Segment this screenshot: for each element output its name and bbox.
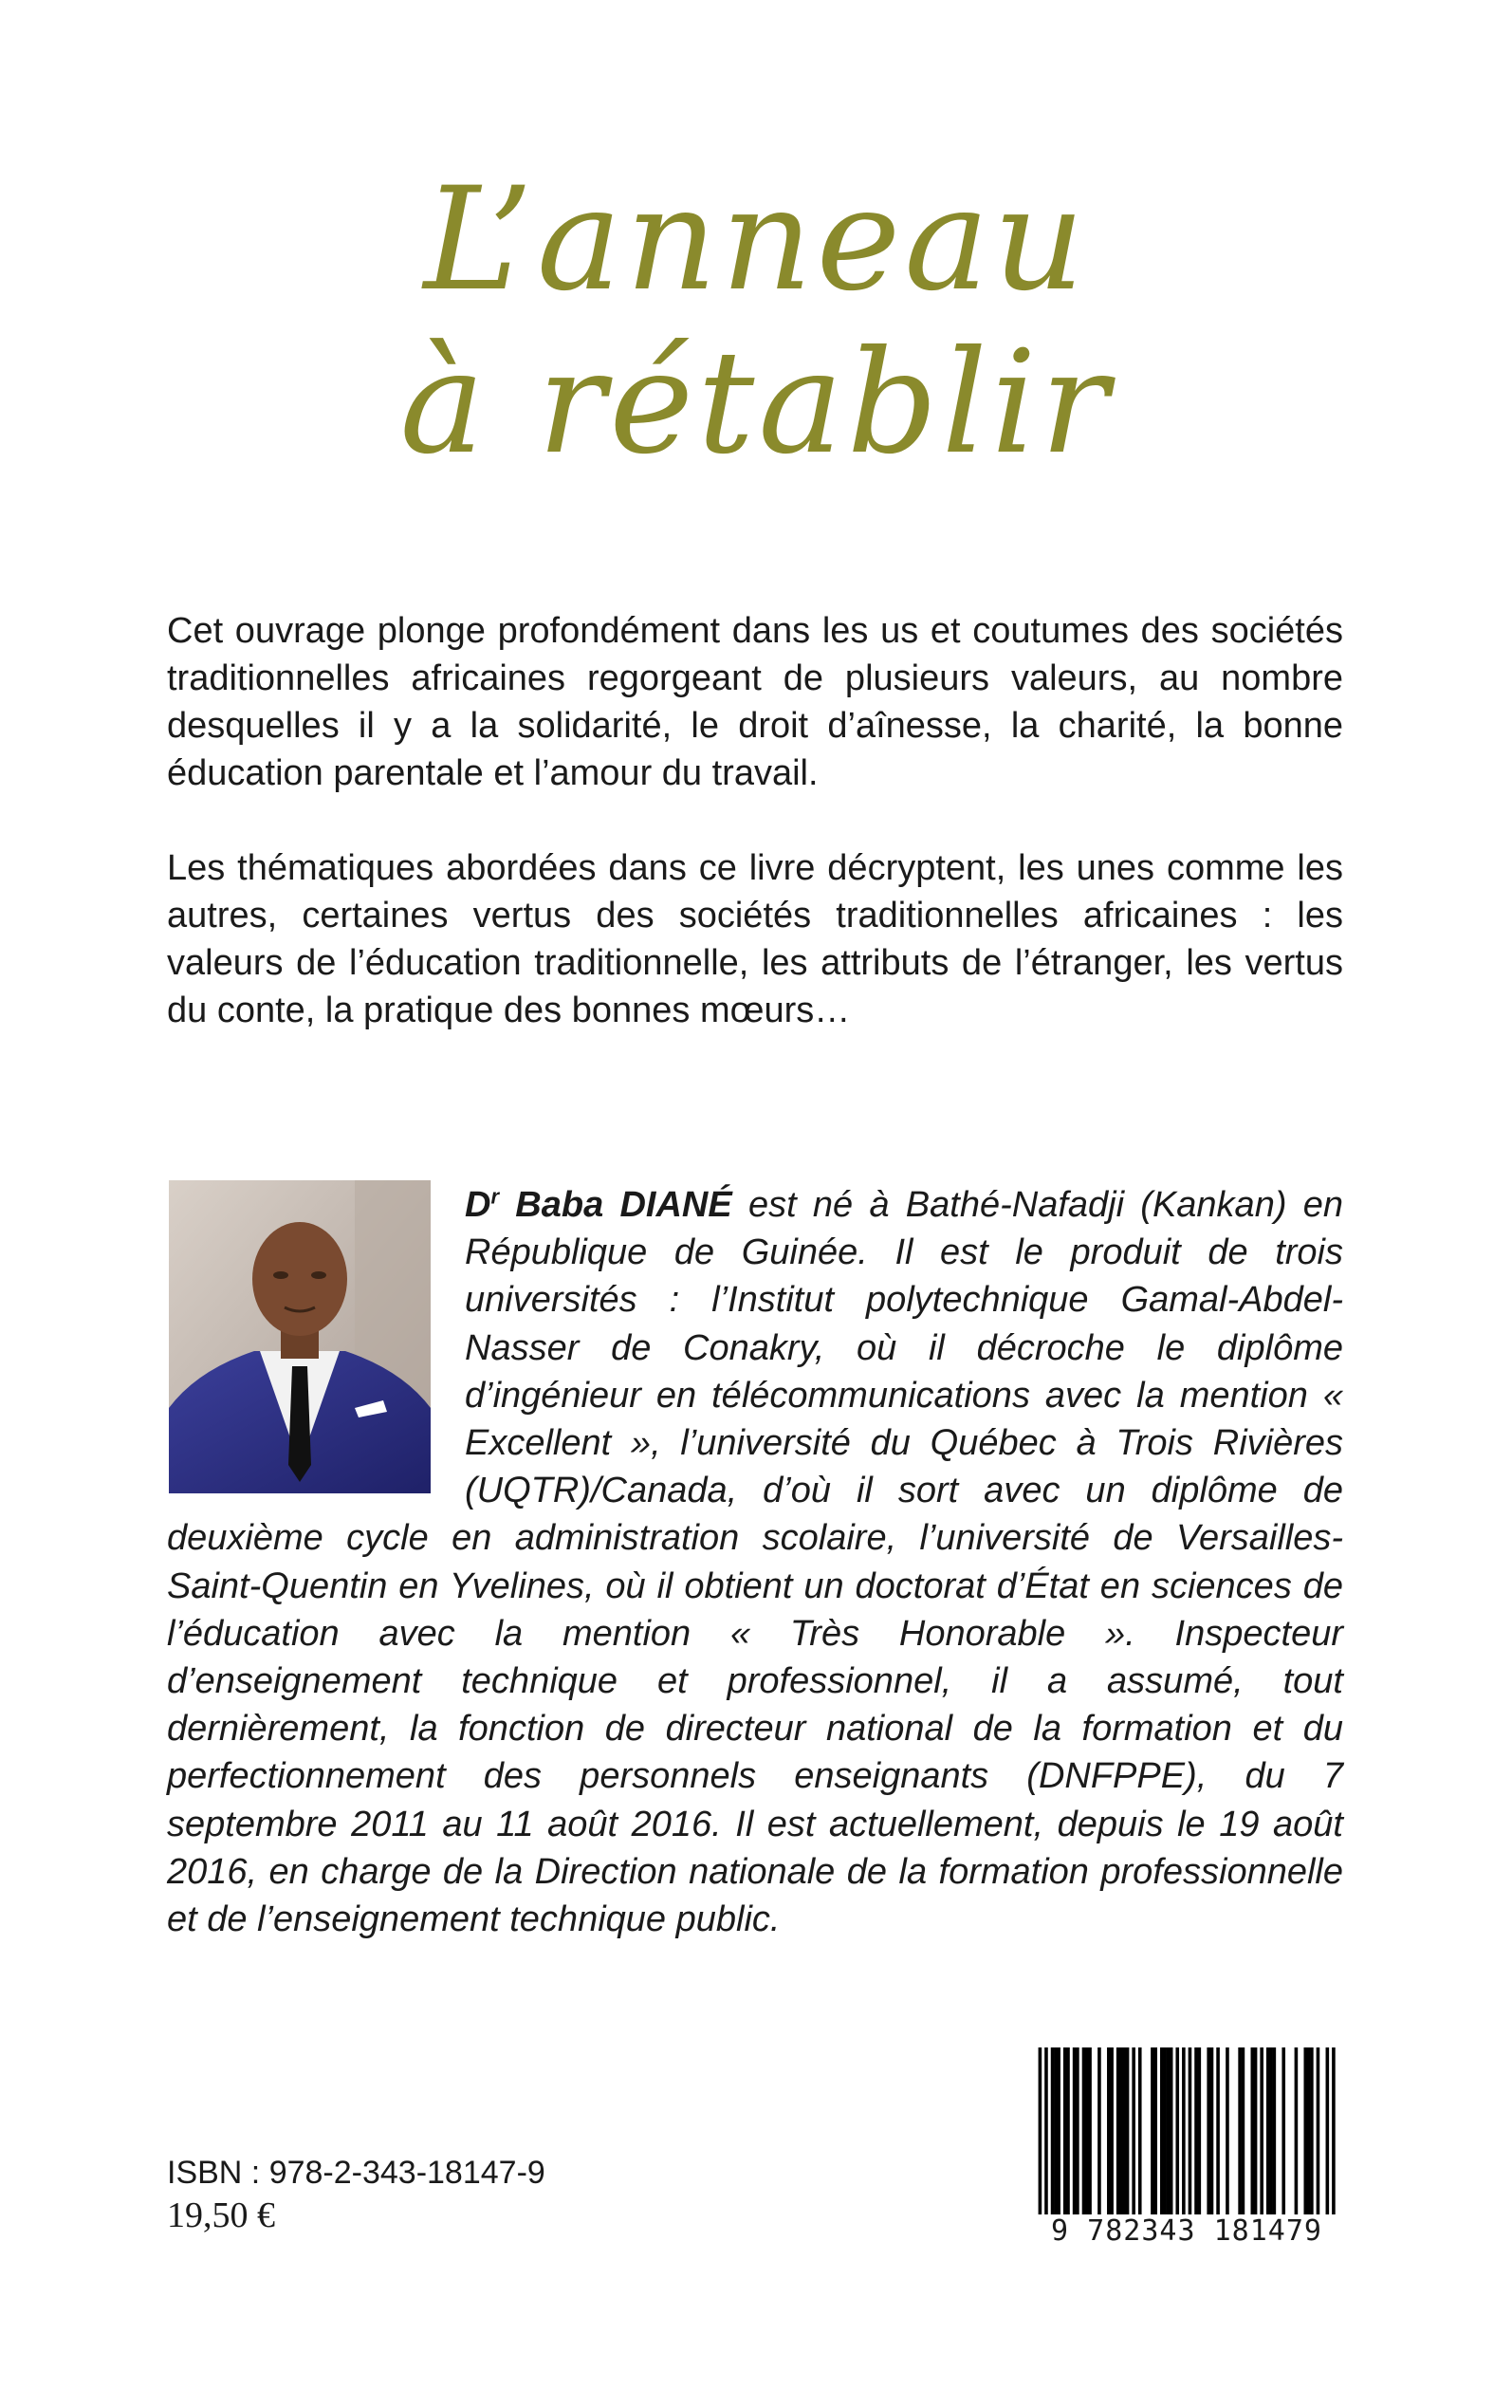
barcode-bar [1307, 2047, 1311, 2214]
barcode-bar [1107, 2047, 1111, 2214]
barcode-bar [1051, 2047, 1055, 2214]
barcode-bar [1175, 2047, 1179, 2214]
barcode-bar [1310, 2047, 1314, 2214]
barcode-bar [1266, 2047, 1270, 2214]
author-biography [167, 1181, 1343, 1943]
barcode-bar [1254, 2047, 1258, 2214]
barcode-bar [1057, 2047, 1060, 2214]
barcode-bar [1138, 2047, 1142, 2214]
barcode-bar [1126, 2047, 1130, 2214]
isbn: ISBN : 978-2-343-18147-9 [167, 2155, 545, 2191]
barcode-bar [1110, 2047, 1114, 2214]
barcode-bar [1273, 2047, 1277, 2214]
barcode-bar [1132, 2047, 1135, 2214]
barcode-bar [1119, 2047, 1123, 2214]
barcode-bar [1066, 2047, 1070, 2214]
barcode-bar [1216, 2047, 1220, 2214]
barcode-bars [1032, 2047, 1341, 2214]
barcode-bar [1238, 2047, 1242, 2214]
barcode-bar [1303, 2047, 1307, 2214]
barcode-bar [1317, 2047, 1320, 2214]
barcode-bar [1182, 2047, 1186, 2214]
barcode-bar [1198, 2047, 1202, 2214]
barcode-bar [1097, 2047, 1101, 2214]
barcode-bar [1085, 2047, 1089, 2214]
author-bio-text: est né à Bathé-Nafadji (Kankan) en République de Guinée. Il est le produit de trois universités : l’Institut polytechnique Gamal-Abdel-Nasser de Conakry, où il décroche le diplôme d’ingénieur en télécommunications avec la mention « Excellent », l’université du Québec à Trois Rivières (UQTR)/Canada, d’où il sort avec un diplôme de deuxième cycle en administration scolaire, l’université de Versailles-Saint-Quentin en Yvelines, où il obtient un doctorat d’État en sciences de l’éducation avec la mention « Très Honorable ». Inspecteur d’enseignement technique et professionnel, il a assumé, tout dernièrement, la fonction de directeur national de la formation et du perfectionnement des personnels enseignants (DNFPPE), du 7 septembre 2011 au 11 août 2016. Il est actuellement, depuis le 19 août 2016, en charge de la Direction nationale de la formation professionnelle et de l’enseignement technique public. [167, 1185, 1343, 1940]
barcode-bar [1073, 2047, 1077, 2214]
book-title-line-2: à rétablir [399, 321, 1113, 486]
barcode-bar [1170, 2047, 1173, 2214]
barcode-bar [1163, 2047, 1167, 2214]
summary-paragraph-1: Cet ouvrage plonge profondément dans les us et coutumes des sociétés traditionnelles africaines regorgeant de plusieurs valeurs, au nombre desquelles il y a la solidarité, le droit d’aînesse, la charité, la bonne éducation parentale et l’amour du travail. [167, 611, 1343, 793]
barcode-bar [1282, 2047, 1285, 2214]
barcode-bar [1122, 2047, 1126, 2214]
barcode-bar [1167, 2047, 1171, 2214]
barcode-bar [1332, 2047, 1336, 2214]
barcode-bar [1054, 2047, 1058, 2214]
barcode-bar [1210, 2047, 1214, 2214]
barcode-bar [1151, 2047, 1154, 2214]
author-name: $D^r$ Baba DIANÉ [465, 1184, 732, 1225]
barcode-bar [1044, 2047, 1048, 2214]
barcode-bar [1063, 2047, 1067, 2214]
barcode-bar [1326, 2047, 1330, 2214]
barcode-bar [1153, 2047, 1157, 2214]
barcode-bar [1251, 2047, 1255, 2214]
barcode [1032, 2047, 1341, 2252]
barcode-bar [1242, 2047, 1245, 2214]
barcode-bar [1226, 2047, 1229, 2214]
barcode-bar [1082, 2047, 1086, 2214]
barcode-bar [1088, 2047, 1092, 2214]
price: 19,50 € [167, 2195, 275, 2235]
barcode-bar [1194, 2047, 1198, 2214]
barcode-bar [1116, 2047, 1120, 2214]
barcode-bar [1160, 2047, 1164, 2214]
barcode-bar [1189, 2047, 1192, 2214]
barcode-bar [1260, 2047, 1263, 2214]
barcode-bar [1269, 2047, 1273, 2214]
barcode-bar [1207, 2047, 1210, 2214]
photo-spacer [167, 1181, 465, 1513]
barcode-digits: 9 782343 181479 [1051, 2214, 1322, 2248]
barcode-bar [1295, 2047, 1299, 2214]
book-title-line-1: L’anneau [423, 157, 1089, 323]
summary-paragraph-2: Les thématiques abordées dans ce livre décryptent, les unes comme les autres, certaines vertus des sociétés traditionnelles africaines : les valeurs de l’éducation traditionnelle, les attributs de l’étranger, les vertus du conte, la pratique des bonnes mœurs… [167, 848, 1343, 1030]
barcode-bar [1039, 2047, 1042, 2214]
barcode-bar [1076, 2047, 1079, 2214]
